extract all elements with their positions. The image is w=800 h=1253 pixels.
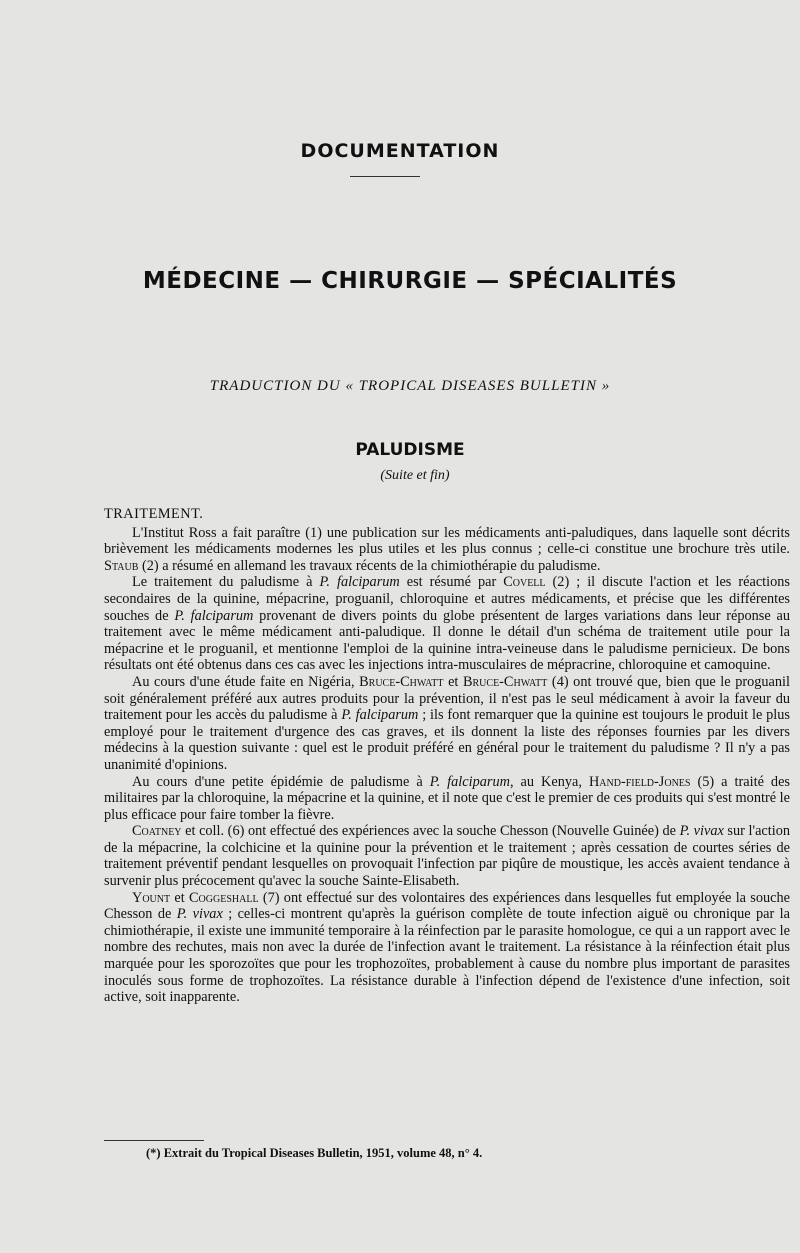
author-name: Coatney [132,823,182,840]
subsection-heading: TRAITEMENT. [104,506,204,522]
paragraph-6 [104,890,790,1006]
text: (4) ont trouvé que, bien que le proguanil soit généralement préféré aux autres produits pour la prévention, il n'est pas le seul médicament à avoir la faveur du traitement pour les accès du paludisme à [104,673,790,724]
text: (2) a résumé en allemand les travaux récents de la chimiothérapie du paludisme. [138,557,601,574]
text: ; ils font remarquer que la quinine est toujours le produit le plus employé pour le traitement d'urgence des cas graves, et ils donnent la liste des réponses fournies par les divers médecins à la question suivante : quel est le produit préféré en général pour le traitement du paludisme ? Il n'y a pas unanimité d'opinions. [104,707,790,773]
paragraph-4 [104,774,790,824]
footnote: (*) Extrait du Tropical Diseases Bulletin, 1951, volume 48, n° 4. [146,1146,483,1160]
paragraph-1 [104,525,790,575]
text: provenant de divers points du globe présentent de larges variations dans leur réponse au traitement avec le même médicament anti-paludique. Il donne le détail d'un schéma de traitement utile pour la mépacrine et le proguanil, et mentionne l'emploi de la quinine intra-veineuse dans le paludisme pernicieux. De bons résultats ont été obtenus dans ces cas avec les injections intra-musculaires de mépracrine, chloroquine et camoquine. [104,607,790,674]
author-name: Hand-field-Jones [588,773,691,790]
species-name: P. falciparum [319,574,400,591]
text: et [443,673,463,690]
species-name: P. vivax [679,823,724,840]
author-name: Bruce-Chwatt [359,673,444,690]
page-title: MÉDECINE — CHIRURGIE — SPÉCIALITÉS [142,268,678,294]
article-title: PALUDISME [355,440,465,460]
text: Au cours d'une étude faite en Nigéria, [132,673,360,690]
species-name: P. vivax [176,906,223,923]
species-name: P. falciparum [341,707,419,724]
text: Au cours d'une petite épidémie de paludisme à [132,773,430,790]
text: Le traitement du paludisme à [132,574,320,591]
species-name: P. falciparum [429,773,510,790]
author-name: Covell [503,574,546,591]
footnote-rule [104,1140,204,1141]
text: (2) ; il discute l'action et les réactions secondaires de la quinine, mépacrine, proguanil, chloroquine et autres médicaments, et précise que les différentes souches de [104,574,790,624]
author-name: Staub [104,557,139,574]
author-name: Bruce-Chwatt [462,673,548,690]
text: , au Kenya, [509,773,589,790]
translation-line: TRADUCTION DU « TROPICAL DISEASES BULLETIN » [209,378,611,394]
paragraph-3 [104,674,790,774]
paragraph-5 [104,823,790,889]
header-rule [350,176,420,177]
paragraph-2 [104,574,790,674]
text: (7) ont effectué sur des volontaires des expériences dans lesquelles fut employée la souche Chesson de [104,889,790,923]
text: (5) a traité des militaires par la chloroquine, la mépacrine et la quinine, et il note que c'est le premier de ces produits qui s'est montré le plus efficace pour faire tomber la fièvre. [104,773,790,823]
section-header: DOCUMENTATION [300,140,500,162]
article-subtitle: (Suite et fin) [380,468,450,483]
author-name: Coggeshall [189,889,259,906]
species-name: P. falciparum [174,607,254,624]
text: L'Institut Ross a fait paraître (1) une publication sur les médicaments anti-paludiques, dans laquelle sont décrits brièvement les médicaments modernes les plus utiles et les plus connus ; celle-ci constitue une brochure très utile. [104,524,790,558]
author-name: Yount [132,889,171,906]
text: et coll. (6) ont effectué des expériences avec la souche Chesson (Nouvelle Guinée) de [181,823,680,840]
text: ; celles-ci montrent qu'après la guérison complète de toute infection aiguë ou chronique par la chimiothérapie, il existe une immunité temporaire à la réinfection par le parasite homologue, ce qui a un rapport avec le nombre des rechutes, mais non avec la durée de l'infection avant le traitement. La résistance à la réinfection était plus marquée pour les sporozoïtes que pour les trophozoïtes, probablement à cause du nombre plus important de parasites inoculés sous forme de trophozoïtes. La résistance durable à l'infection dépend de l'existence d'une infection, soit active, soit inapparente. [104,906,790,1006]
text: est résumé par [399,574,504,591]
article-body [104,506,790,1006]
text: sur l'action de la mépacrine, la colchicine et la quinine pour la prévention et le traitement ; après cessation de courtes séries de traitement préventif pendant lesquelles on provoquait l'infection par piqûre de moustique, les accès avaient tendance à survenir plus précocement qu'avec la souche Sainte-Elisabeth. [104,823,790,890]
text: et [170,889,190,906]
